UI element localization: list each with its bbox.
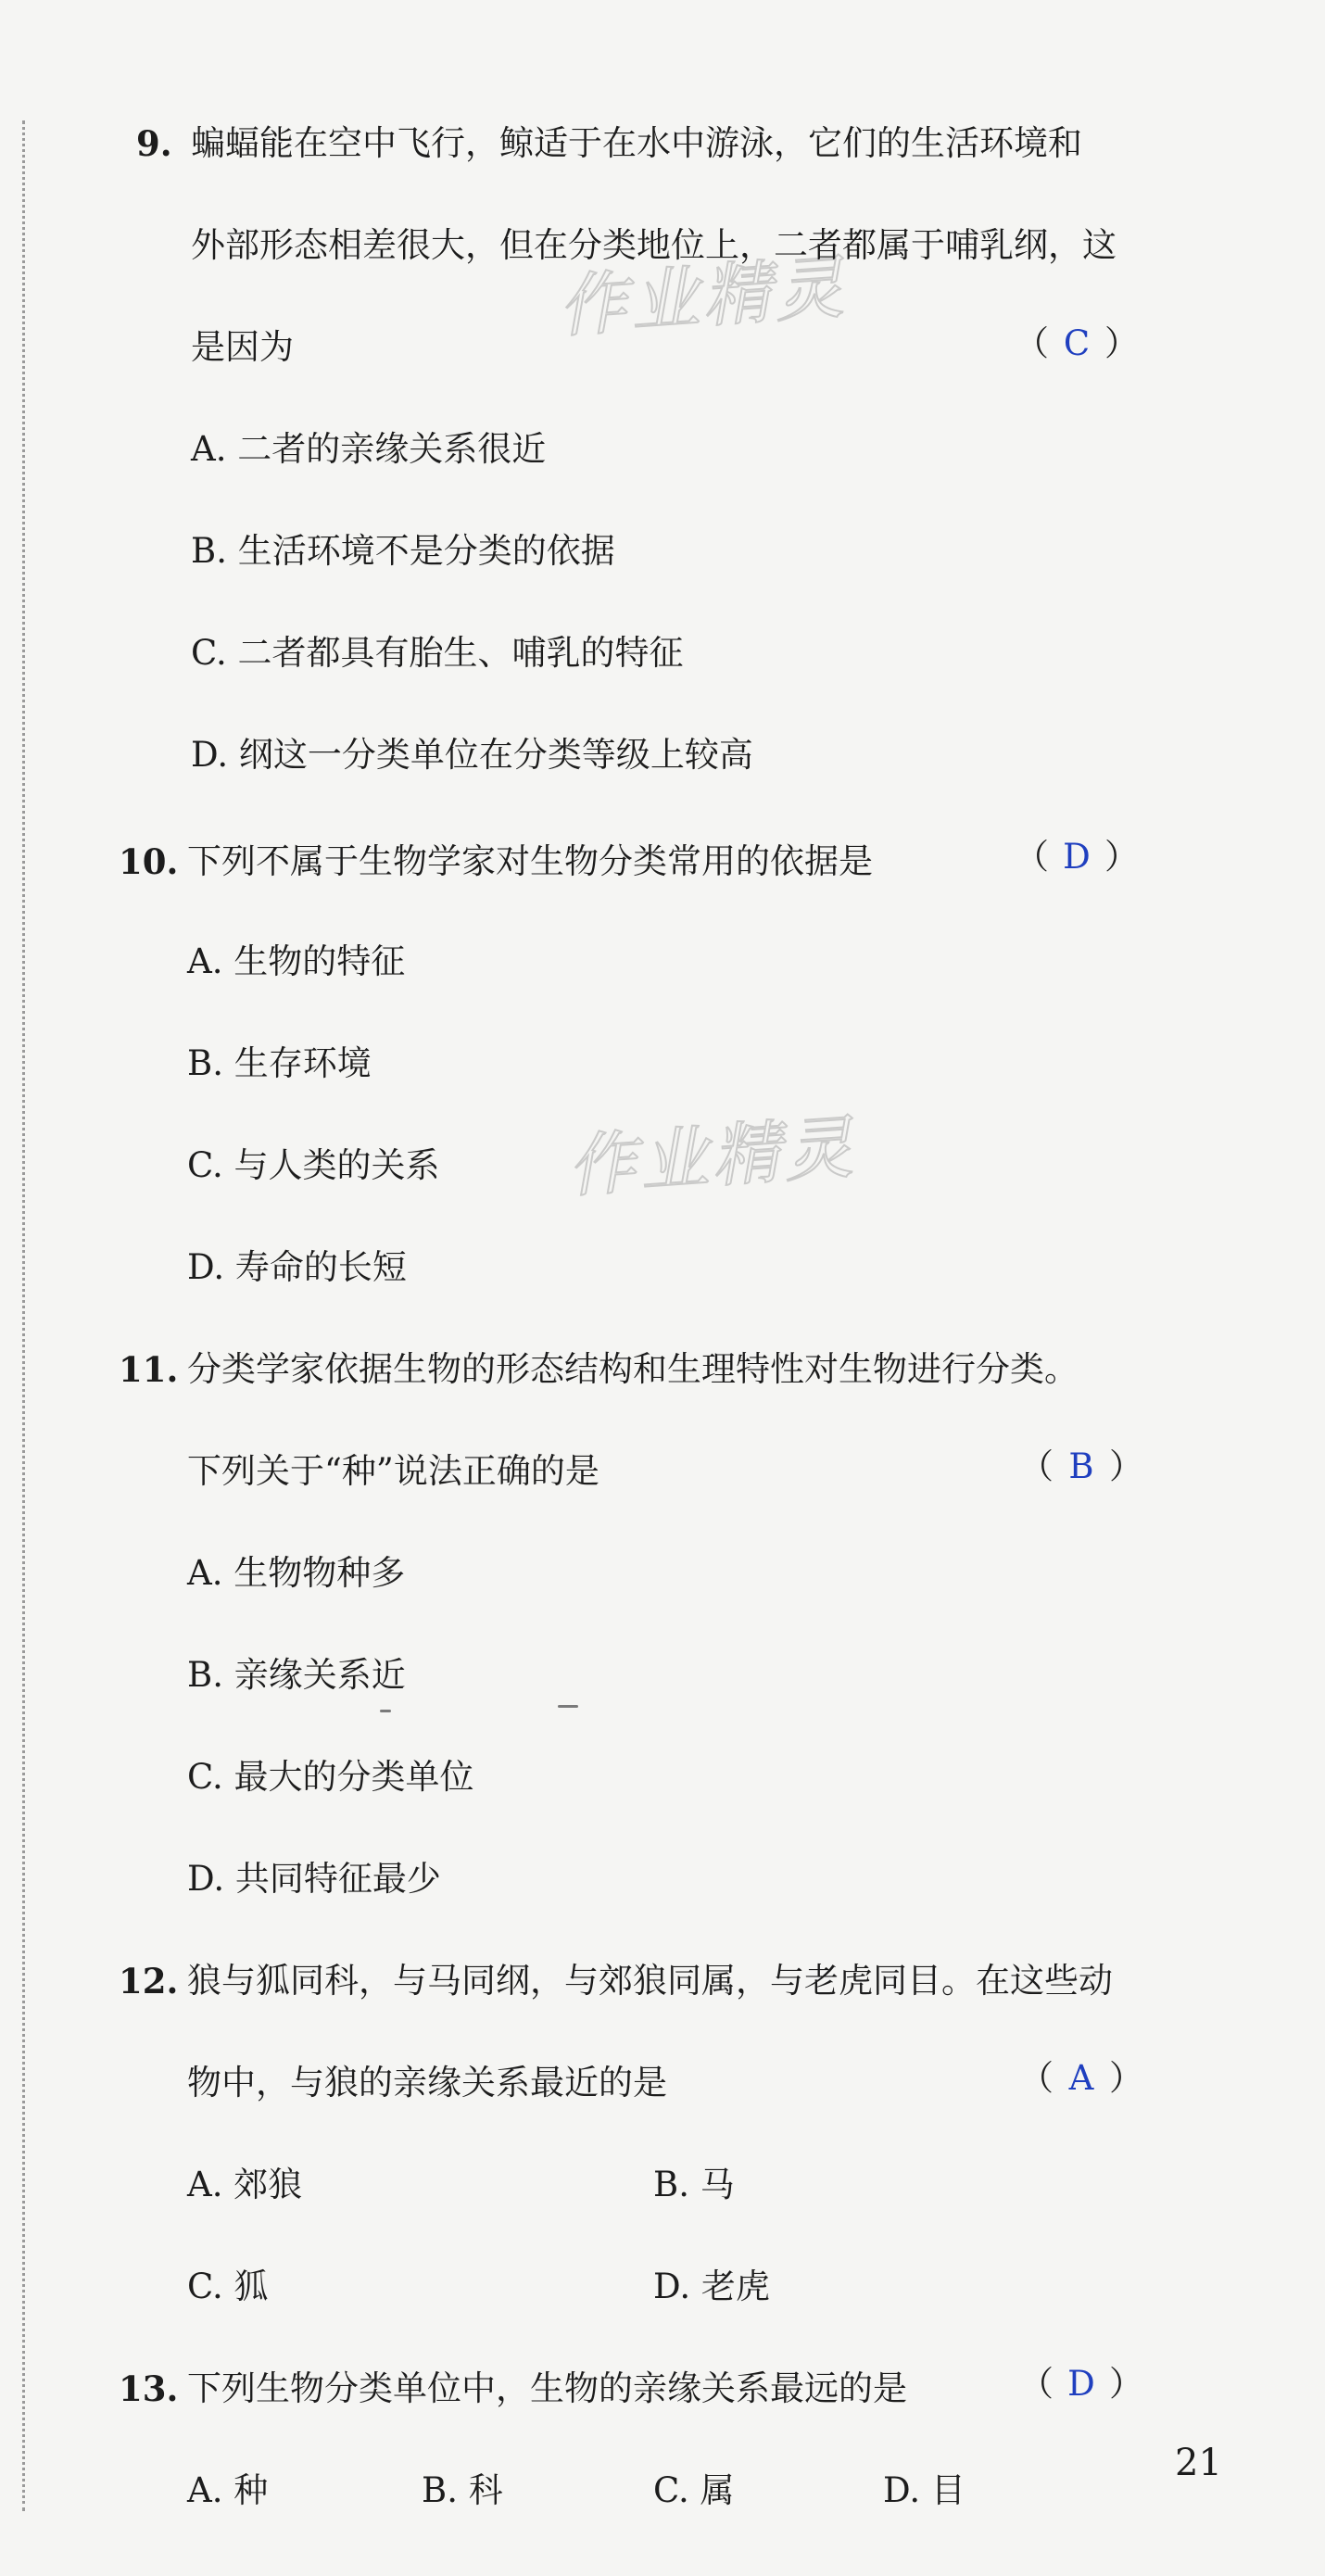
scan-speck xyxy=(380,1710,391,1712)
question-stem-line: 狼与狐同科，与马同纲，与郊狼同属，与老虎同目。在这些动 xyxy=(187,1961,1113,2001)
option-a: A. 生物的特征 xyxy=(187,941,406,981)
answer-bracket: （ B ） xyxy=(1019,1444,1143,1490)
watermark-top: 作业精灵 xyxy=(555,247,851,347)
answer-choice: D xyxy=(1067,2364,1095,2404)
option-b: B. 科 xyxy=(422,2470,503,2510)
option-b: B. 生活环境不是分类的依据 xyxy=(191,531,615,571)
option-a: A. 生物物种多 xyxy=(187,1553,406,1593)
option-a: A. 二者的亲缘关系很近 xyxy=(191,429,547,469)
option-c: C. 狐 xyxy=(187,2267,269,2306)
answer-choice: C xyxy=(1063,323,1091,363)
option-d: D. 共同特征最少 xyxy=(187,1859,441,1899)
question-stem-line: 下列关于“种”说法正确的是 xyxy=(187,1451,599,1491)
question-stem-line: 物中，与狼的亲缘关系最近的是 xyxy=(187,2063,667,2102)
question-number: 9. xyxy=(136,123,172,164)
option-d: D. 寿命的长短 xyxy=(187,1247,407,1287)
option-d: D. 纲这一分类单位在分类等级上较高 xyxy=(191,735,753,775)
answer-bracket: （ D ） xyxy=(1015,834,1139,880)
option-d: D. 老虎 xyxy=(653,2267,770,2306)
question-number: 13. xyxy=(119,2368,179,2409)
option-b: B. 亲缘关系近 xyxy=(187,1655,406,1695)
scan-speck xyxy=(558,1705,578,1708)
question-stem-line: 分类学家依据生物的形态结构和生理特性对生物进行分类。 xyxy=(187,1349,1079,1389)
option-b: B. 生存环境 xyxy=(187,1043,372,1083)
watermark-middle: 作业精灵 xyxy=(564,1107,860,1207)
question-stem-line: 下列生物分类单位中，生物的亲缘关系最远的是 xyxy=(187,2368,907,2408)
option-c: C. 与人类的关系 xyxy=(187,1145,440,1185)
option-b: B. 马 xyxy=(653,2165,735,2204)
option-c: C. 二者都具有胎生、哺乳的特征 xyxy=(191,633,684,673)
option-d: D. 目 xyxy=(883,2470,965,2510)
question-stem-line: 下列不属于生物学家对生物分类常用的依据是 xyxy=(187,841,873,881)
option-a: A. 郊狼 xyxy=(187,2165,303,2204)
answer-bracket: （ A ） xyxy=(1019,2055,1143,2102)
option-a: A. 种 xyxy=(187,2470,269,2510)
answer-bracket: （ D ） xyxy=(1019,2361,1143,2407)
option-c: C. 属 xyxy=(653,2470,735,2510)
answer-choice: A xyxy=(1068,2058,1094,2098)
page-number: 21 xyxy=(1175,2442,1222,2484)
answer-bracket: （ C ） xyxy=(1015,321,1139,367)
question-stem-line: 外部形态相差很大，但在分类地位上，二者都属于哺乳纲，这 xyxy=(191,225,1117,265)
question-number: 10. xyxy=(119,841,179,882)
answer-choice: D xyxy=(1063,837,1091,877)
question-number: 11. xyxy=(119,1349,179,1390)
binding-margin-line xyxy=(22,120,25,2511)
option-c: C. 最大的分类单位 xyxy=(187,1757,474,1797)
question-stem-line: 是因为 xyxy=(191,327,294,367)
question-stem-line: 蝙蝠能在空中飞行，鲸适于在水中游泳，它们的生活环境和 xyxy=(191,123,1082,163)
answer-choice: B xyxy=(1068,1446,1094,1486)
question-number: 12. xyxy=(119,1961,179,2001)
